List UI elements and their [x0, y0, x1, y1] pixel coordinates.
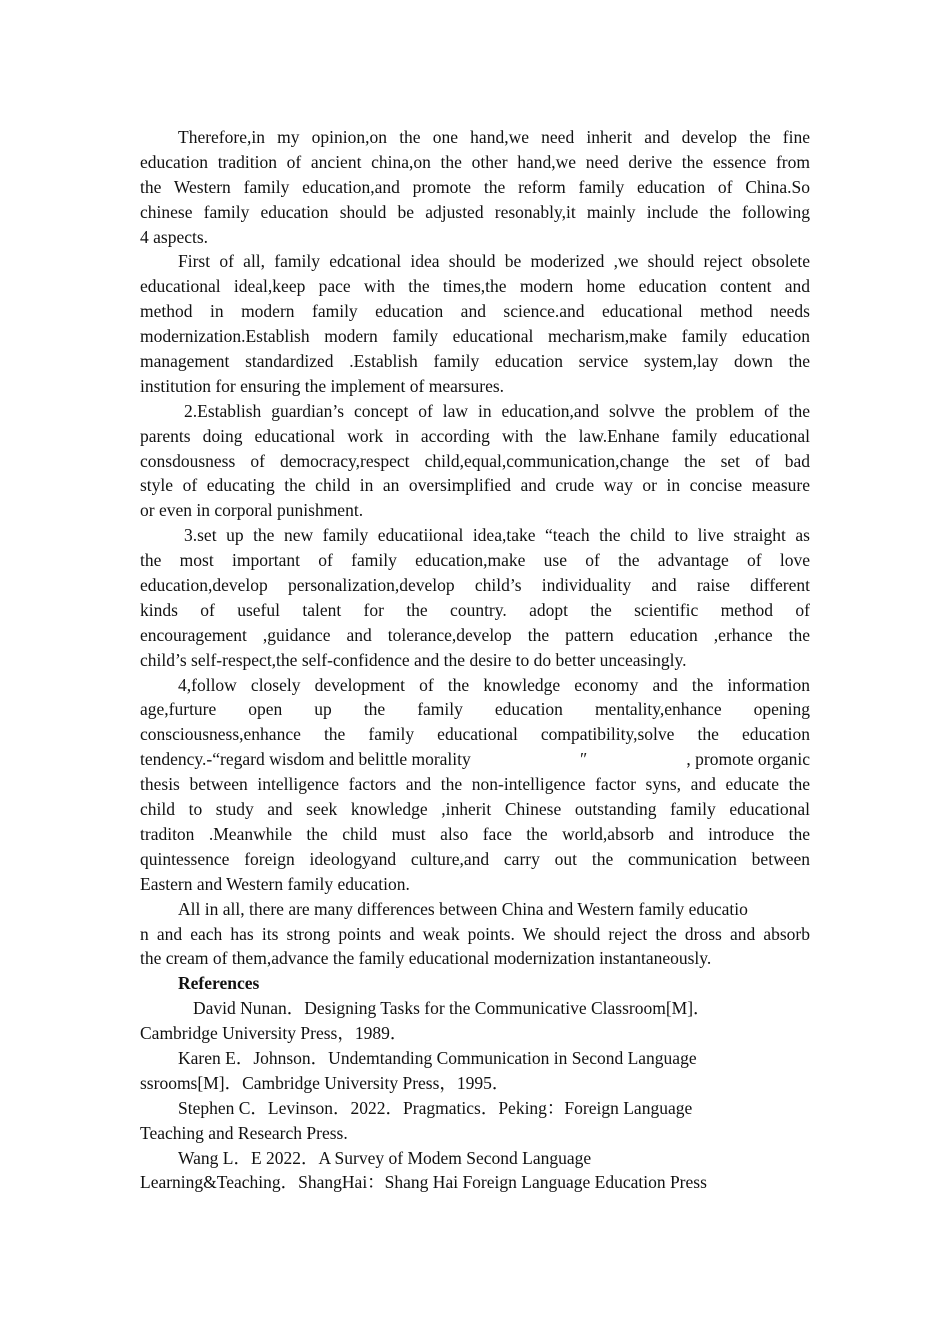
paragraph-6 — [140, 897, 810, 972]
text-line: consciousness,enhance the family educational compatibility,solve the education — [140, 724, 810, 745]
text-line: All in all, there are many differences between China and Western family educatio — [178, 898, 748, 919]
text-line: age,furture open up the family education mentality,enhance opening — [140, 699, 810, 720]
text-line: modernization.Establish modern family educational mecharism,make family education — [140, 326, 810, 347]
text-line: education tradition of ancient china,on the other hand,we need derive the essence from — [140, 151, 810, 172]
text-line: method in modern family education and science.and educational method needs — [140, 301, 810, 322]
text-line: quintessence foreign ideologyand culture,and carry out the communication between — [140, 848, 810, 869]
text-line: n and each has its strong points and weak points. We should reject the dross and absorb — [140, 923, 810, 944]
text-line: consdousness of democracy,respect child,equal,communication,change the set of bad — [140, 450, 810, 471]
references-section — [140, 971, 810, 1195]
quote-mark: ″ — [580, 749, 588, 770]
reference-line: Learning&Teaching．ShangHai：Shang Hai Foreign Language Education Press — [140, 1172, 707, 1193]
text-line: 4,follow closely development of the knowledge economy and the information — [178, 674, 810, 695]
text-line-right: , promote organic — [686, 749, 810, 770]
text-line: education,develop personalization,develop child’s individuality and raise different — [140, 575, 810, 596]
text-line: child’s self-respect,the self-confidence and the desire to do better unceasingly. — [140, 649, 687, 670]
text-line: kinds of useful talent for the country. adopt the scientific method of — [140, 599, 810, 620]
text-line: the Western family education,and promote the reform family education of China.So — [140, 176, 810, 197]
text-line-left: tendency.-“regard wisdom and belittle morality — [140, 749, 471, 770]
reference-line: Stephen C．Levinson．2022．Pragmatics．Peking：Foreign Language — [178, 1097, 693, 1118]
text-line: management standardized .Establish family education service system,lay down the — [140, 351, 810, 372]
reference-line: ssrooms[M]．Cambridge University Press，1995． — [140, 1072, 510, 1093]
text-line: 3.set up the new family educatiional idea,take “teach the child to live straight as — [184, 525, 810, 546]
text-line: the cream of them,advance the family educational modernization instantaneously. — [140, 948, 712, 969]
text-line: Therefore,in my opinion,on the one hand,we need inherit and develop the fine — [178, 127, 810, 147]
document-page — [140, 125, 810, 1195]
text-line: Eastern and Western family education. — [140, 873, 410, 894]
text-line: First of all, family edcational idea should be moderized ,we should reject obsolete — [178, 251, 810, 272]
text-line: 2.Establish guardian’s concept of law in education,and solvve the problem of the — [184, 400, 810, 421]
paragraph-3 — [140, 399, 810, 523]
text-line: educational ideal,keep pace with the times,the modern home education content and — [140, 276, 810, 297]
reference-line: Karen E．Johnson．Undemtanding Communication in Second Language — [178, 1047, 697, 1068]
text-line: the most important of family education,make use of the advantage of love — [140, 550, 810, 571]
reference-line: Cambridge University Press，1989． — [140, 1023, 408, 1044]
reference-line: Teaching and Research Press. — [140, 1122, 348, 1143]
paragraph-2 — [140, 249, 810, 398]
text-line — [140, 747, 810, 772]
reference-line: Wang L．E 2022．A Survey of Modem Second Language — [178, 1147, 592, 1168]
paragraph-4 — [140, 523, 810, 672]
references-heading: References — [178, 973, 260, 994]
text-line: traditon .Meanwhile the child must also face the world,absorb and introduce the — [140, 823, 810, 844]
reference-line: David Nunan．Designing Tasks for the Communicative Classroom[M]． — [193, 998, 711, 1019]
text-line: chinese family education should be adjusted resonably,it mainly include the following — [140, 201, 810, 222]
text-line: 4 aspects. — [140, 226, 209, 247]
text-line: style of educating the child in an oversimplified and crude way or in concise measure — [140, 475, 810, 496]
paragraph-5 — [140, 673, 810, 897]
text-line: child to study and seek knowledge ,inherit Chinese outstanding family educational — [140, 799, 810, 820]
text-line: institution for ensuring the implement of mearsures. — [140, 375, 505, 396]
text-line: encouragement ,guidance and tolerance,develop the pattern education ,erhance the — [140, 624, 810, 645]
text-line: or even in corporal punishment. — [140, 500, 364, 521]
paragraph-1 — [140, 125, 810, 249]
text-line: thesis between intelligence factors and the non-intelligence factor syns, and educate the — [140, 774, 810, 795]
text-line: parents doing educational work in according with the law.Enhane family educational — [140, 425, 810, 446]
